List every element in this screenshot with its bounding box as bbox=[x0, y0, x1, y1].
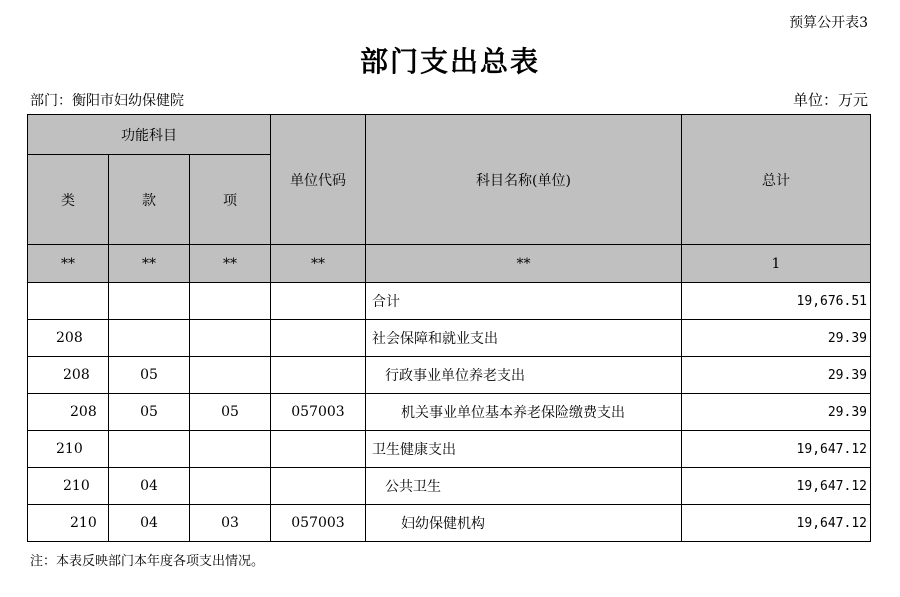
subject-name-text: 妇幼保健机构 bbox=[401, 516, 485, 532]
cell-unit-code: 057003 bbox=[271, 505, 366, 542]
cell-lei bbox=[28, 283, 109, 320]
table-row bbox=[28, 357, 871, 394]
table-row bbox=[28, 468, 871, 505]
header-xiang: 项 bbox=[190, 155, 271, 245]
cell-xiang bbox=[190, 320, 271, 357]
cell-kuan bbox=[109, 283, 190, 320]
cell-total: 19,647.12 bbox=[682, 505, 871, 542]
marker-unit-code: ** bbox=[271, 245, 366, 283]
cell-unit-code bbox=[271, 431, 366, 468]
cell-unit-code: 057003 bbox=[271, 394, 366, 431]
cell-kuan: 04 bbox=[109, 468, 190, 505]
subject-name-text: 社会保障和就业支出 bbox=[372, 331, 498, 347]
table-row bbox=[28, 505, 871, 542]
marker-xiang: ** bbox=[190, 245, 271, 283]
cell-subject-name bbox=[366, 431, 682, 468]
subject-name-text: 合计 bbox=[372, 294, 400, 310]
header-kuan: 款 bbox=[109, 155, 190, 245]
cell-xiang bbox=[190, 431, 271, 468]
header-lei: 类 bbox=[28, 155, 109, 245]
cell-lei: 208 bbox=[28, 320, 109, 357]
cell-lei: 210 bbox=[28, 431, 109, 468]
header-function-subject: 功能科目 bbox=[28, 115, 271, 155]
cell-total: 19,647.12 bbox=[682, 431, 871, 468]
subject-name-text: 行政事业单位养老支出 bbox=[385, 368, 525, 384]
cell-subject-name bbox=[366, 394, 682, 431]
cell-lei: 210 bbox=[28, 505, 109, 542]
cell-kuan bbox=[109, 320, 190, 357]
cell-kuan: 05 bbox=[109, 394, 190, 431]
cell-xiang: 05 bbox=[190, 394, 271, 431]
marker-subject-name: ** bbox=[366, 245, 682, 283]
header-subject-name: 科目名称(单位) bbox=[366, 115, 682, 245]
marker-lei: ** bbox=[28, 245, 109, 283]
cell-total: 29.39 bbox=[682, 394, 871, 431]
page-title: 部门支出总表 bbox=[359, 45, 540, 78]
cell-xiang: 03 bbox=[190, 505, 271, 542]
cell-subject-name bbox=[366, 320, 682, 357]
cell-kuan bbox=[109, 431, 190, 468]
cell-xiang bbox=[190, 357, 271, 394]
table-row bbox=[28, 283, 871, 320]
header-total: 总计 bbox=[682, 115, 871, 245]
cell-xiang bbox=[190, 283, 271, 320]
subject-name-text: 公共卫生 bbox=[385, 479, 441, 495]
table-row bbox=[28, 431, 871, 468]
marker-total: 1 bbox=[682, 245, 871, 283]
subject-name-text: 卫生健康支出 bbox=[372, 442, 456, 458]
cell-subject-name bbox=[366, 505, 682, 542]
cell-subject-name bbox=[366, 357, 682, 394]
cell-total: 19,676.51 bbox=[682, 283, 871, 320]
cell-subject-name bbox=[366, 283, 682, 320]
table-number: 预算公开表3 bbox=[789, 15, 868, 31]
cell-total: 29.39 bbox=[682, 357, 871, 394]
expenditure-table bbox=[27, 114, 871, 542]
table-row bbox=[28, 320, 871, 357]
cell-lei: 208 bbox=[28, 394, 109, 431]
header-unit-code: 单位代码 bbox=[271, 115, 366, 245]
cell-xiang bbox=[190, 468, 271, 505]
cell-unit-code bbox=[271, 283, 366, 320]
department-label: 部门：衡阳市妇幼保健院 bbox=[30, 93, 184, 109]
subject-name-text: 机关事业单位基本养老保险缴费支出 bbox=[401, 405, 625, 421]
cell-subject-name bbox=[366, 468, 682, 505]
marker-kuan: ** bbox=[109, 245, 190, 283]
cell-kuan: 05 bbox=[109, 357, 190, 394]
unit-label: 单位：万元 bbox=[792, 91, 868, 109]
cell-total: 29.39 bbox=[682, 320, 871, 357]
footnote: 注：本表反映部门本年度各项支出情况。 bbox=[30, 554, 265, 569]
cell-unit-code bbox=[271, 320, 366, 357]
cell-lei: 208 bbox=[28, 357, 109, 394]
cell-unit-code bbox=[271, 357, 366, 394]
cell-kuan: 04 bbox=[109, 505, 190, 542]
cell-lei: 210 bbox=[28, 468, 109, 505]
cell-unit-code bbox=[271, 468, 366, 505]
table-row bbox=[28, 394, 871, 431]
cell-total: 19,647.12 bbox=[682, 468, 871, 505]
